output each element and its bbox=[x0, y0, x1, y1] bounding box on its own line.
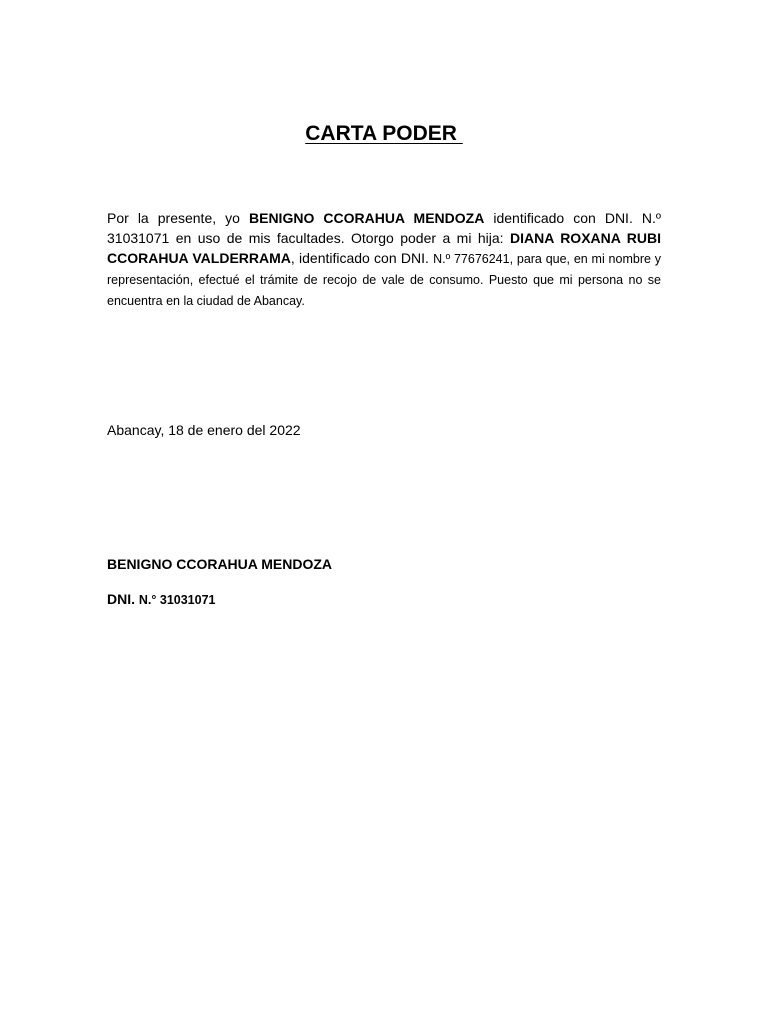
paragraph-intro: Por la presente, yo bbox=[107, 210, 249, 226]
grantee-name: DIANA ROXANA RUBI CCORAHUA VALDERRAMA bbox=[107, 230, 661, 266]
signature-dni-label: DNI. bbox=[107, 591, 139, 607]
paragraph-purpose: N.º 77676241, para que, en mi nombre y representación, efectué el trámite de recojo de vale de consumo. Puesto que mi persona no se encuentra en la ciudad de Abancay. bbox=[107, 252, 661, 308]
signature-dni bbox=[107, 591, 215, 607]
document-title: CARTA PODER bbox=[305, 122, 463, 145]
signature-dni-number: N.° 31031071 bbox=[138, 593, 216, 607]
paragraph-grantor-id: identificado con DNI. N.º 31031071 en uso de mis facultades. Otorgo poder a mi hija: bbox=[107, 210, 661, 246]
grantor-name: BENIGNO CCORAHUA MENDOZA bbox=[249, 210, 485, 226]
signature-name: BENIGNO CCORAHUA MENDOZA bbox=[107, 556, 333, 572]
date-line: Abancay, 18 de enero del 2022 bbox=[107, 422, 301, 438]
power-of-attorney-paragraph bbox=[107, 208, 661, 311]
paragraph-grantee-id: , identificado con DNI. bbox=[290, 250, 434, 266]
